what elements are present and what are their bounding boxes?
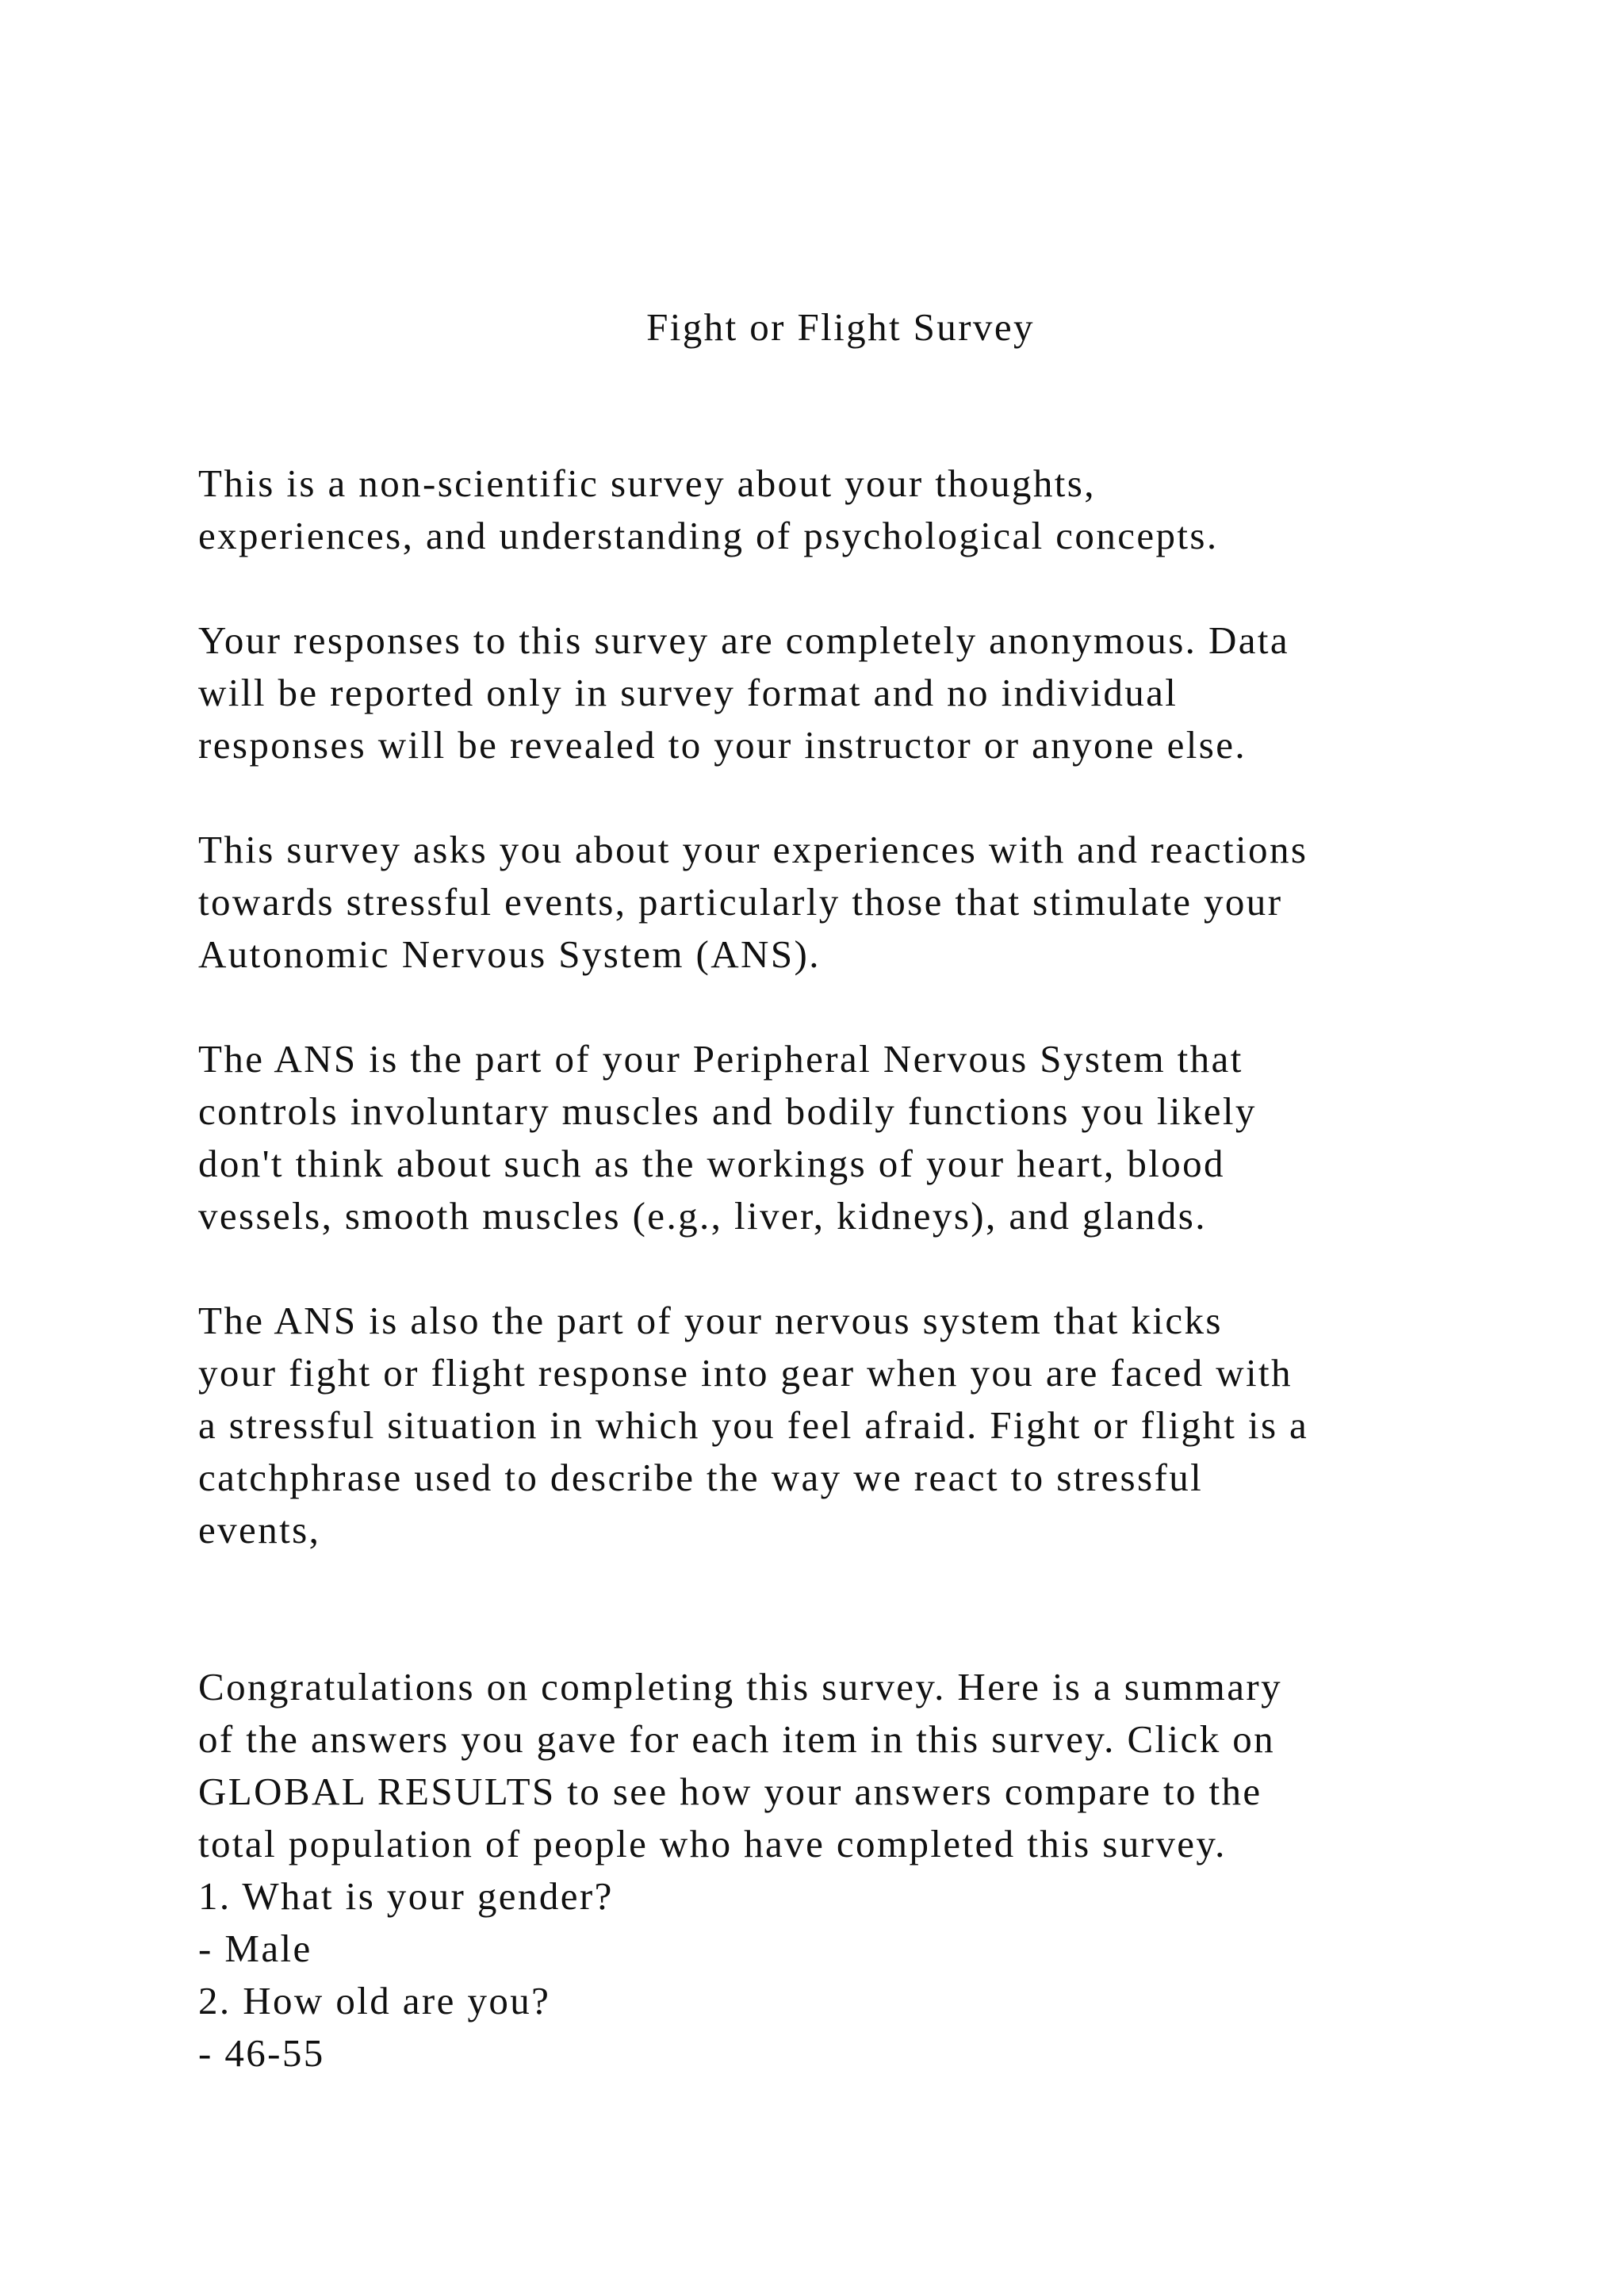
text-line: experiences, and understanding of psychological concepts.: [198, 514, 1219, 557]
paragraph-ans-intro: [198, 824, 1610, 981]
text-line: vessels, smooth muscles (e.g., liver, kidneys), and glands.: [198, 1194, 1207, 1238]
text-line: The ANS is also the part of your nervous system that kicks: [198, 1299, 1223, 1342]
survey-summary: [198, 1661, 1610, 2080]
document-body: [198, 457, 1610, 2080]
text-line: Autonomic Nervous System (ANS).: [198, 932, 821, 976]
text-line: Congratulations on completing this survey. Here is a summary: [198, 1665, 1282, 1709]
text-line: controls involuntary muscles and bodily functions you likely: [198, 1089, 1257, 1133]
paragraph-intro: [198, 457, 1610, 562]
text-line: This is a non-scientific survey about your thoughts,: [198, 461, 1096, 505]
text-line: This survey asks you about your experiences with and reactions: [198, 828, 1308, 871]
question-text: 1. What is your gender?: [198, 1874, 614, 1918]
text-line: towards stressful events, particularly those that stimulate your: [198, 880, 1283, 924]
question-text: 2. How old are you?: [198, 1979, 551, 2022]
text-line: responses will be revealed to your instructor or anyone else.: [198, 723, 1247, 767]
question-item-gender: [198, 1870, 1610, 1975]
paragraph-anonymity: [198, 614, 1610, 771]
text-line: your fight or flight response into gear when you are faced with: [198, 1351, 1293, 1395]
text-line: GLOBAL RESULTS to see how your answers compare to the: [198, 1770, 1262, 1813]
answer-text: - Male: [198, 1927, 312, 1970]
text-line: events,: [198, 1508, 321, 1552]
text-line: of the answers you gave for each item in this survey. Click on: [198, 1717, 1276, 1761]
answer-text: - 46-55: [198, 2031, 325, 2075]
text-line: Your responses to this survey are completely anonymous. Data: [198, 618, 1290, 662]
text-line: total population of people who have completed this survey.: [198, 1822, 1227, 1866]
question-item-age: [198, 1975, 1610, 2080]
paragraph-ans-definition: [198, 1033, 1610, 1242]
document-title: Fight or Flight Survey: [646, 305, 1035, 349]
text-line: The ANS is the part of your Peripheral Nervous System that: [198, 1037, 1243, 1081]
text-line: a stressful situation in which you feel afraid. Fight or flight is a: [198, 1403, 1309, 1447]
text-line: will be reported only in survey format and no individual: [198, 671, 1178, 714]
text-line: don't think about such as the workings of your heart, blood: [198, 1142, 1225, 1185]
text-line: catchphrase used to describe the way we react to stressful: [198, 1456, 1204, 1499]
paragraph-fight-or-flight: [198, 1295, 1610, 1556]
